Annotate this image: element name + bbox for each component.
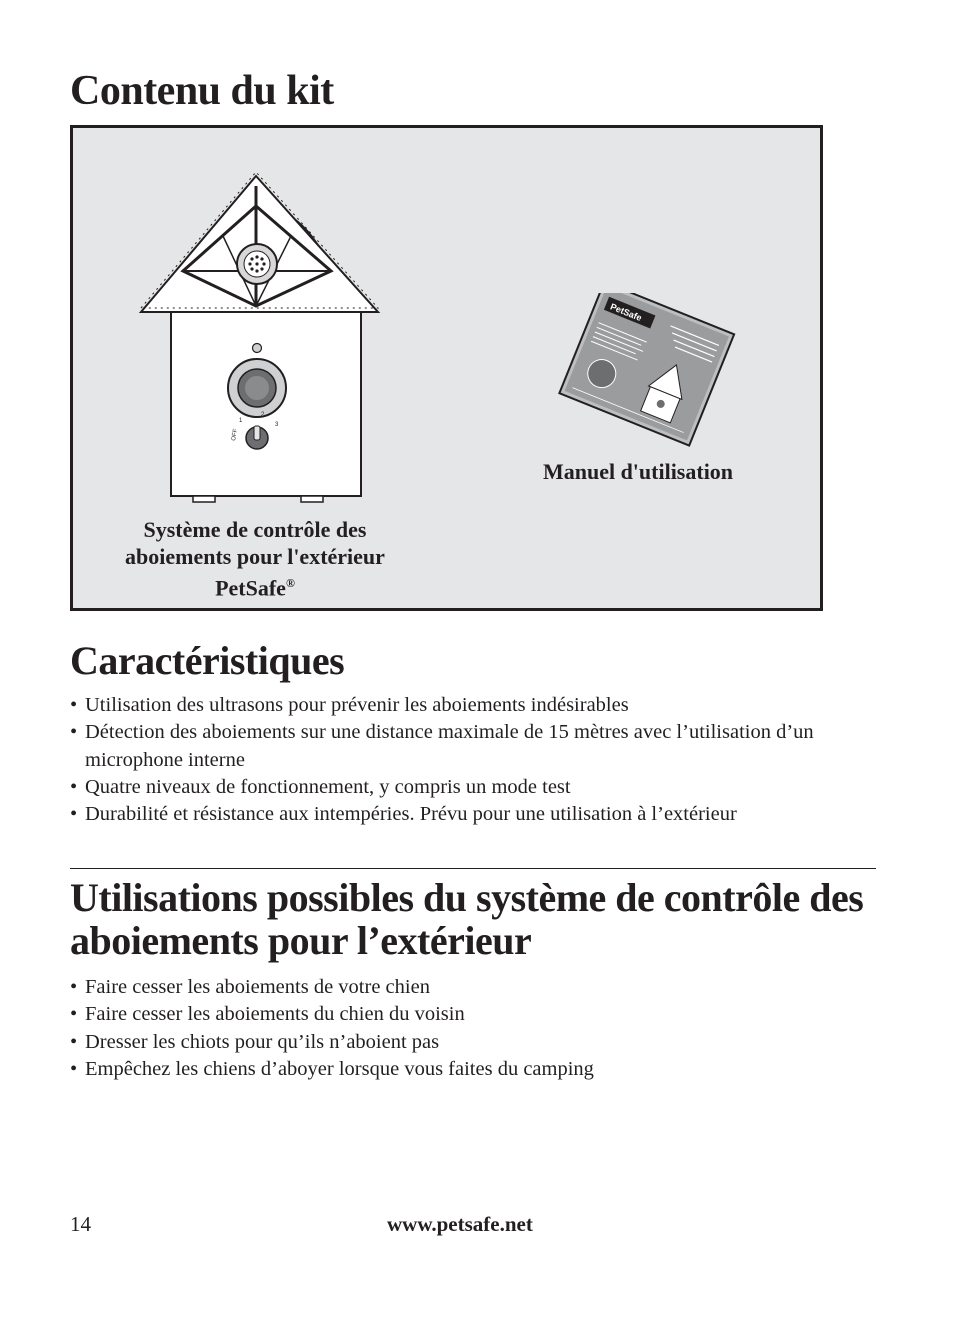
- list-item: • Détection des aboiements sur une distance maximale de 15 mètres avec l’utilisation d’un microphone interne: [70, 719, 890, 774]
- page-number: 14: [70, 1212, 91, 1236]
- features-heading: Caractéristiques: [70, 638, 345, 683]
- uses-list: [70, 974, 890, 1083]
- bark-control-device-illustration: [133, 156, 383, 506]
- section-divider: [70, 868, 876, 869]
- list-item: • Utilisation des ultrasons pour prévenir les aboiements indésirables: [70, 692, 890, 719]
- website-url[interactable]: www.petsafe.net: [387, 1212, 533, 1236]
- registered-trademark: ®: [285, 576, 295, 590]
- svg-text:2: 2: [261, 412, 265, 418]
- device-caption-text: Système de contrôle des aboiements pour l'extérieur PetSafe: [125, 517, 385, 601]
- list-item: • Quatre niveaux de fonctionnement, y compris un mode test: [70, 774, 890, 801]
- svg-text:1: 1: [239, 418, 243, 424]
- features-list: [70, 692, 890, 828]
- svg-text:3: 3: [275, 422, 279, 428]
- list-item: • Empêchez les chiens d’aboyer lorsque vous faites du camping: [70, 1056, 890, 1083]
- uses-heading: Utilisations possibles du système de contrôle des aboiements pour l’extérieur: [70, 875, 864, 963]
- kit-contents-panel: [70, 125, 823, 611]
- kit-contents-heading: Contenu du kit: [70, 68, 334, 114]
- manual-brand-text: PetSafe: [608, 301, 644, 324]
- manual-caption: Manuel d'utilisation: [542, 459, 734, 484]
- device-caption: [95, 516, 415, 601]
- list-item: • Durabilité et résistance aux intempéries. Prévu pour une utilisation à l’extérieur: [70, 801, 890, 828]
- list-item: • Faire cesser les aboiements du chien du voisin: [70, 1001, 890, 1028]
- list-item: • Faire cesser les aboiements de votre chien: [70, 974, 890, 1001]
- svg-text:OFF: OFF: [231, 428, 240, 442]
- list-item: • Dresser les chiots pour qu’ils n’aboient pas: [70, 1029, 890, 1056]
- user-manual-booklet-illustration: [543, 293, 743, 453]
